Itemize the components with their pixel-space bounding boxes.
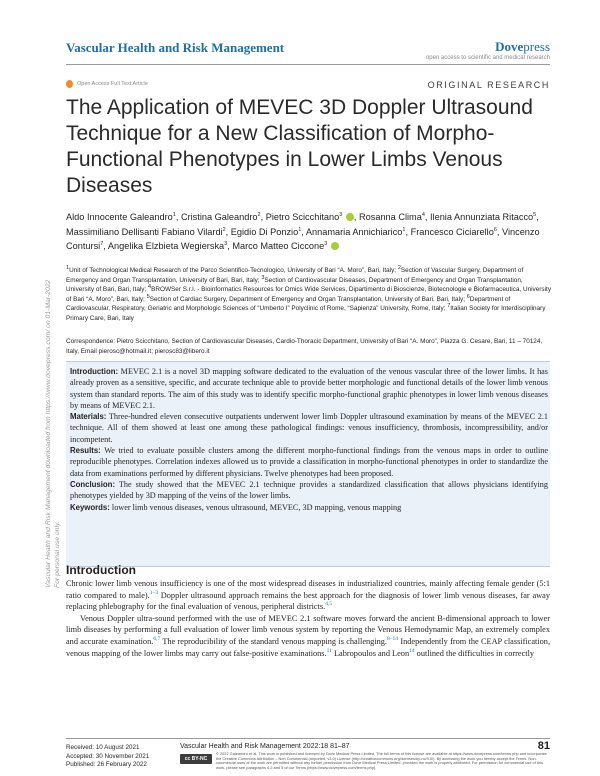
author-affiliation-number: 4 — [421, 211, 425, 218]
author[interactable] — [359, 212, 425, 222]
abstract-text: The study showed that the MEVEC 2.1 technique provides a standardized classification that allows physicians identifying phenotypes yielded by 3D mapping of the veins of the lower limbs. — [70, 479, 548, 501]
author[interactable] — [430, 212, 536, 222]
author[interactable] — [266, 212, 354, 222]
author-affiliation-number: 6 — [493, 226, 497, 233]
affiliation-text: Unit of Technological Medical Research of the Parco Scientifico-Tecnologico, University of Bari “A. Moro”, Bari, Italy; — [69, 267, 398, 274]
open-access-badge — [66, 80, 148, 88]
author-affiliation-number: 3 — [324, 240, 328, 247]
body-text: Independently from the CEAP classification, venous mapping of the lower limbs may carry out false-positive examinations. — [66, 636, 551, 658]
citation-reference[interactable]: 1–3 — [149, 589, 158, 596]
abstract-section — [70, 445, 548, 479]
abstract-text: lower limb venous diseases, venous ultrasound, MEVEC, 3D mapping, venous mapping — [109, 502, 402, 512]
publisher-tagline: open access to scientific and medical research — [425, 55, 550, 61]
author-affiliation-number: 5 — [533, 211, 537, 218]
author[interactable] — [108, 241, 227, 251]
author-name: Vincenzo Contursi — [66, 226, 540, 251]
intro-paragraph-1 — [66, 578, 550, 613]
abstract-section — [70, 502, 548, 513]
author-name: Francesco Ciciarello — [410, 226, 494, 237]
author-affiliation-number: 1 — [298, 226, 302, 233]
author-list: Aldo Innocente Galeandro$^1$, Cristina Galeandro$^2$, Pietro Scicchitano$^3$ , Rosanna Clima$^4$, Ilenia Annunziata Ritacco$^5$, Massimiliano Dellisanti Fabiano Vilardi$^2$, Egidio Di Ponzio$^1$, Annamaria Annichiarico$^1$, Francesco Ciciarello$^6$, Vincenzo Contursi$^7$, Angelika Elzbieta Wegierska$^3$, Marco Matteo Ciccone$^3$ — [66, 211, 540, 251]
publisher-suffix: press — [523, 39, 550, 54]
citation-reference[interactable]: 11 — [326, 647, 332, 654]
abstract — [70, 366, 548, 513]
abstract-label: Materials: — [70, 412, 107, 422]
author-affiliation-number: 3 — [224, 240, 228, 247]
open-access-lock-icon — [66, 80, 73, 88]
abstract-label: Keywords: — [70, 502, 110, 512]
article-type: ORIGINAL RESEARCH — [427, 80, 550, 90]
publisher-logo[interactable] — [495, 39, 550, 55]
author-name: Massimiliano Dellisanti Fabiano Vilardi — [66, 226, 223, 237]
abstract-section — [70, 411, 548, 445]
affiliation-text: BROWSer S.r.l. - Bioinformatics Resources for Omics Wide Services, Dipartimento di Bioscienze, Biotecnologie e Biofarmaceutica, University of Bari “A. Moro”, Bari, Italy; — [66, 286, 552, 303]
author[interactable] — [232, 241, 339, 251]
body-text: outlined the difficulties in correctly — [414, 648, 535, 658]
author-name: Aldo Innocente Galeandro — [66, 212, 173, 222]
body-text: Venous Doppler ultra-sound performed with the use of MEVEC 2.1 software moves forward the ancient B-dimensional approach to lower limb diseases by performing a full evaluation of lower limb venous system by reporting the Venous Hemodynamic Map, an extremely complex and accurate examination. — [66, 613, 550, 646]
citation-reference[interactable]: 6,7 — [153, 636, 161, 643]
footer-divider — [66, 738, 550, 739]
received-date: Received: 10 August 2021 — [66, 744, 140, 751]
author-affiliation-number: 1 — [402, 226, 406, 233]
affiliation-number: 4 — [148, 284, 152, 291]
footer-citation: Vascular Health and Risk Management 2022:18 81–87 — [180, 743, 350, 750]
body-text: Chronic lower limb venous insufficiency is one of the most widespread diseases in industrialized countries, mainly affecting female gender (5:1 ratio compared to male). — [66, 579, 550, 600]
author-name: Cristina Galeandro — [180, 212, 258, 222]
article-title: The Application of MEVEC 3D Doppler Ultrasound Technique for a New Classification of Morpho-Functional Phenotypes in Lower Limbs Venous Diseases — [66, 96, 533, 197]
author-name: Egidio Di Ponzio — [230, 226, 299, 237]
abstract-text: We tried to evaluate possible clusters among the different morpho-functional findings from the venous maps in order to outline reproducible phenotypes. Correlation indexes allowed us to provide a classification in morpho-functional phenotypes in order to standardize the data from examinations performed by different physicians. Twelve phenotypes had been proposed. — [70, 446, 548, 478]
abstract-label: Conclusion: — [70, 479, 116, 489]
affiliation-number: 6 — [466, 293, 470, 300]
citation-reference[interactable]: 14 — [409, 647, 415, 654]
author-affiliation-number: 2 — [257, 211, 261, 218]
author[interactable] — [231, 227, 301, 237]
affiliation-number: 5 — [146, 293, 150, 300]
journal-name: Vascular Health and Risk Management — [66, 40, 285, 55]
author-name: Pietro Scicchitano — [265, 212, 340, 222]
author-name: Rosanna Clima — [359, 212, 422, 222]
watermark-line-2: For personal use only. — [54, 521, 61, 588]
intro-paragraph-2 — [66, 613, 550, 659]
author-affiliation-number: 2 — [222, 226, 226, 233]
author-affiliation-number: 3 — [339, 211, 343, 218]
affiliation-text: Italian Society for Interdisciplinary Primary Care, Bari, Italy — [66, 305, 546, 322]
affiliation-number: 3 — [261, 274, 265, 281]
page-number: 81 — [537, 740, 550, 752]
publisher-brand: Dove — [495, 39, 524, 54]
introduction-heading: Introduction — [66, 563, 136, 577]
author-name: Annamaria Annichiarico — [305, 226, 403, 237]
affiliation-number: 7 — [447, 303, 451, 310]
affiliation-text: Section of Cardiac Surgery, Department of Emergency and Organ Transplantation, University of Bari, Bari, Italy; — [149, 295, 467, 303]
author-affiliation-number: 7 — [100, 240, 104, 247]
body-text: Labropoulos and Leon — [331, 648, 410, 658]
published-date: Published: 26 February 2022 — [66, 761, 147, 769]
publication-dates — [66, 744, 149, 770]
watermark-line-1: Vascular Health and Risk Management downloaded from https://www.dovepress.com/ on 01-Mar-2022 — [45, 279, 52, 588]
abstract-label: Introduction: — [70, 367, 119, 376]
orcid-icon[interactable] — [331, 242, 339, 250]
citation-reference[interactable]: 4,5 — [325, 601, 333, 608]
author[interactable] — [306, 227, 406, 237]
author[interactable] — [411, 227, 497, 237]
author[interactable] — [66, 227, 226, 237]
author[interactable] — [66, 212, 176, 222]
affiliation-text: Department of Cardiovascular, Respiratory, Geriatric and Morphologic Sciences of “Umberto I” Polyclinic of Rome, “Sapienza” University, Rome, Italy; — [66, 295, 511, 313]
author[interactable] — [181, 212, 261, 222]
license-text: © 2022 Galeandro et al. This work is published and licensed by Dove Medical Press Limited. The full terms of this license are available at https://www.dovepress.com/terms.php and incorporate the Creative Commons Attribution – Non Commercial (unported, v3.0) License (http://creativecommons.org/licenses/by-nc/3.0/). By accessing the work you hereby accept the Terms. Non-commercial uses of the work are permitted without any further permission from Dove Medical Press Limited, provided the work is properly attributed. For permission for commercial use of this work, please see paragraphs 4.2 and 5 of our Terms (https://www.dovepress.com/terms.php). — [216, 751, 547, 771]
abstract-section — [70, 366, 548, 411]
introduction-body — [66, 578, 550, 659]
open-access-text: Open Access Full Text Article — [77, 81, 148, 87]
author-name: Marco Matteo Ciccone — [232, 241, 325, 251]
author-name: Angelika Elzbieta Wegierska — [107, 241, 225, 251]
affiliation-text: Section of Cardiovascular Diseases, Department of Emergency and Organ Transplantation, University of Bari, Bari, Italy; — [66, 276, 523, 294]
abstract-text: MEVEC 2.1 is a novel 3D mapping software dedicated to the evaluation of the venous vascular three of the lower limbs. It has already proven as a sensitive, specific, and accurate technique able to provide better morphologic and functional details of the lower limb venous system than standard reports. The aim of this study was to identify specific morpho-functional graphic phenotypes in lower limb venous diseases by means of MEVEC 2.1. — [70, 367, 548, 410]
body-text: The reproducibility of the standard venous mapping is challenging. — [160, 636, 388, 646]
correspondence: Correspondence: Pietro Scicchitano, Section of Cardiovascular Diseases, Cardio-Thoracic Department, University of Bari “A. Moro”, Piazza G. Cesare, Bari, 11 – 70124, Italy, Email pierosc@hotmail.it; pierosc83@libero.it — [66, 338, 543, 355]
accepted-date: Accepted: 30 November 2021 — [66, 752, 150, 760]
author-name: Ilenia Annunziata Ritacco — [429, 212, 534, 222]
header-divider — [66, 64, 550, 65]
author-affiliation-number: 1 — [172, 211, 176, 218]
affiliation-number: 1 — [66, 264, 70, 271]
affiliations — [66, 266, 552, 324]
affiliation-text: Section of Vascular Surgery, Department of Emergency and Organ Transplantation, University of Bari, Bari, Italy; — [66, 267, 524, 284]
abstract-label: Results: — [70, 446, 101, 456]
download-watermark — [44, 280, 62, 588]
abstract-text: Three-hundred eleven consecutive outpatients underwent lower limb Doppler ultrasound examination by means of the MEVEC 2.1 technique. All of them showed at least one among these pathological findings: venous insufficiency, thrombosis, incompressibility, and/or incompetent. — [70, 412, 548, 444]
orcid-icon[interactable] — [346, 213, 354, 221]
body-text: Doppler ultrasound approach remains the best approach for the diagnosis of lower limb venous diseases, far away replacing phlebography for the final evaluation of venous, peripheral districts. — [66, 590, 550, 612]
affiliation-number: 2 — [397, 264, 401, 271]
citation-reference[interactable]: 8–14 — [387, 636, 399, 643]
cc-license-badge[interactable]: cc BY-NC — [180, 754, 212, 764]
abstract-section — [70, 479, 548, 502]
